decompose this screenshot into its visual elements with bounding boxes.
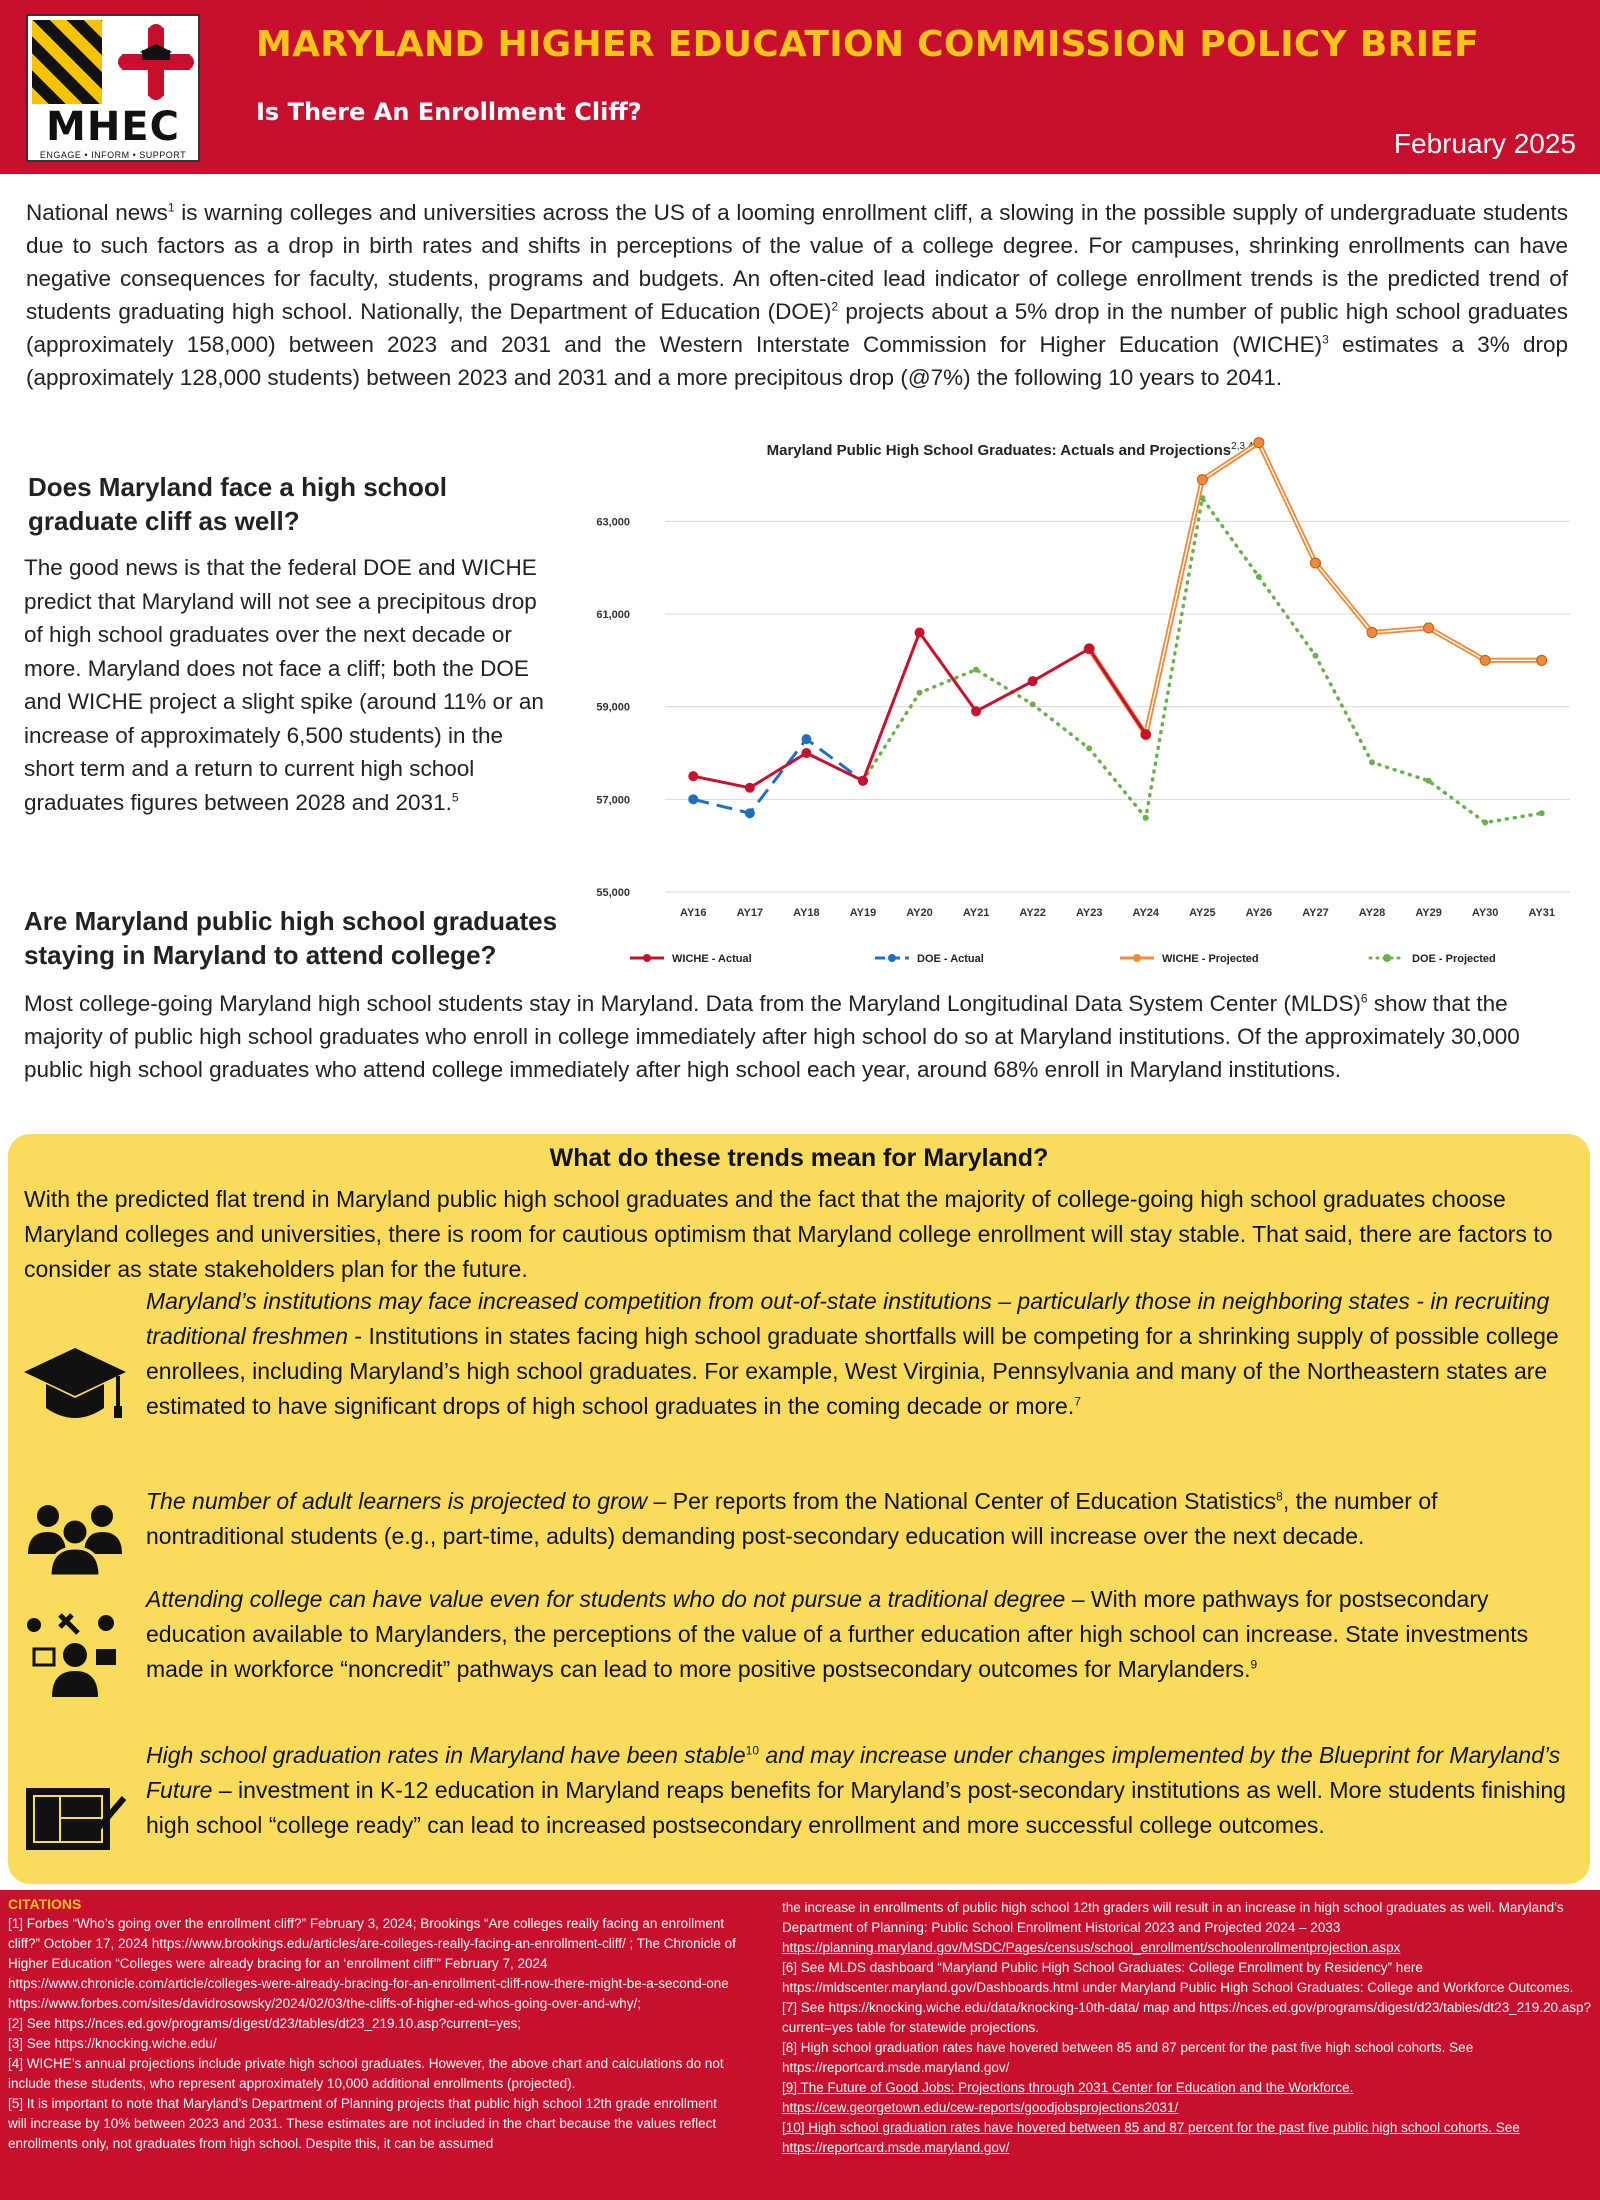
brief-title: MARYLAND HIGHER EDUCATION COMMISSION POLICY BRIEF — [256, 24, 1480, 65]
data-point — [1086, 745, 1092, 751]
cliff-body-text: The good news is that the federal DOE and WICHE predict that Maryland will not see a precipitous drop of high school graduates over the next decade or more. Maryland does not face a cliff; both the DOE and WICHE project a slight spike (around 11% or an increase of approximately 6,500 students) in the short term and a return to current high school graduates figures between 2028 and 2031. — [24, 555, 544, 815]
citation-entry: [2] See https://nces.ed.gov/programs/digest/d23/tables/dt23_219.10.asp?current=yes; — [8, 2016, 521, 2031]
x-tick-label: AY24 — [1132, 907, 1160, 919]
trend-body: - Institutions in states facing high school graduate shortfalls will be competing for a shrinking supply of possible college enrollees, including Maryland’s high school graduates. For example, West Virginia, Pennsylvania and many of the Northeastern states are estimated to have significant drops of high school graduates in the coming decade or more. — [146, 1323, 1559, 1419]
x-tick-label: AY17 — [736, 907, 764, 919]
data-point — [1482, 820, 1488, 826]
trend-body-2: , the number of nontraditional students (e.g., part-time, adults) demanding post-secondary education will increase over the next decade. — [146, 1488, 1438, 1549]
citation-entry: [6] See MLDS dashboard “Maryland Public High School Graduates: College Enrollment by Residency” here https://mldscenter.maryland.gov/Dashboards.html under Maryland Public High School Graduates: College and Workforce Outcomes. — [782, 1960, 1574, 1995]
intro-text-4: estimates a 3% drop (approximately 128,000 students) between 2023 and 2031 and a more precipitous drop (@7%) the following 10 years to 2041. — [26, 332, 1568, 390]
series-line — [693, 633, 1146, 788]
x-tick-label: AY25 — [1189, 907, 1216, 919]
citation-entry: [5] It is important to note that Maryland’s Department of Planning projects that public high school 12th grade enrollment will increase by 10% between 2023 and 2031. These estimates are not included in the chart because the values reflect enrollments only, not graduates from high school. Despite this, it can be assumed — [8, 2096, 717, 2151]
legend-label: DOE - Projected — [1412, 953, 1496, 965]
citation-entry: [3] See https://knocking.wiche.edu/ — [8, 2036, 217, 2051]
chart-title: Maryland Public High School Graduates: Actuals and Projections$^{2,3,4}$ — [766, 441, 1254, 459]
x-tick-label: AY27 — [1302, 907, 1329, 919]
x-tick-label: AY18 — [793, 907, 820, 919]
data-point — [1367, 628, 1377, 638]
citation-link[interactable]: https://cew.georgetown.edu/cew-reports/goodjobsprojections2031/ — [782, 2100, 1179, 2115]
data-point — [973, 667, 979, 673]
data-point — [689, 772, 698, 781]
footnote-ref-8: 8 — [1276, 1489, 1283, 1504]
data-point — [1426, 778, 1432, 784]
staying-body-text-2: show that the majority of public high school graduates who enroll in college immediately after high school do so at Maryland institutions. Of the approximately 30,000 public high school graduates who attend college immediately after high school each year, around 68% enroll in Maryland institutions. — [24, 991, 1520, 1082]
series-line — [863, 498, 1542, 822]
blueprint-icon — [20, 1768, 130, 1868]
trend-item-text — [146, 1484, 1566, 1554]
y-tick-label: 59,000 — [596, 701, 630, 714]
data-point — [1085, 644, 1094, 653]
legend-label: WICHE - Projected — [1162, 953, 1259, 965]
chart-series — [689, 438, 1547, 826]
x-tick-label: AY19 — [849, 907, 877, 919]
data-point — [915, 628, 924, 637]
footnote-ref-1: 1 — [167, 200, 175, 215]
x-tick-label: AY21 — [962, 907, 990, 919]
section-body-cliff — [24, 551, 544, 819]
data-point — [1312, 653, 1318, 659]
y-tick-label: 61,000 — [596, 609, 630, 621]
chart-gridlines — [665, 521, 1570, 892]
trends-intro: With the predicted flat trend in Maryland public high school graduates and the fact that the majority of college-going high school graduates choose Maryland colleges and universities, there is room for cautious optimism that Maryland college enrollment will stay stable. That said, there are factors to consider as state stakeholders plan for the future. — [24, 1186, 1553, 1282]
data-point — [972, 707, 981, 716]
intro-text-2: is warning colleges and universities across the US of a looming enrollment cliff, a slowing in the possible supply of undergraduate students due to such factors as a drop in birth rates and shifts in perceptions of the value of a college degree. For campuses, shrinking enrollments can have negative consequences for faculty, students, programs and budgets. An often-cited lead indicator of college enrollment trends is the predicted trend of students graduating high school. Nationally, the Department of Education (DOE) — [26, 200, 1568, 324]
footnote-ref-5: 5 — [451, 790, 459, 804]
data-point — [802, 735, 811, 744]
x-tick-label: AY23 — [1075, 907, 1103, 919]
graduates-line-chart — [560, 430, 1580, 980]
data-point — [745, 809, 754, 818]
brief-date: February 2025 — [1393, 128, 1576, 159]
legend-marker — [1383, 954, 1391, 962]
data-point — [1197, 475, 1207, 485]
intro-text-1: National news — [26, 200, 168, 225]
trend-lead: The number of adult learners is projected to grow — [146, 1488, 648, 1514]
data-point — [1480, 655, 1490, 665]
trends-callout-box — [8, 1134, 1590, 1884]
footnote-ref-2: 2 — [831, 299, 839, 314]
trend-body: – investment in K-12 education in Maryland reaps benefits for Maryland’s post-secondary institutions as well. More students finishing high school “college ready” can lead to increased postsecondary enrollment and more successful college outcomes. — [146, 1777, 1566, 1838]
data-point — [1254, 438, 1264, 448]
footnote-ref-7: 7 — [1074, 1394, 1081, 1409]
trend-item-text — [146, 1582, 1566, 1687]
section-body-staying — [24, 987, 1574, 1086]
trend-item-text — [146, 1738, 1566, 1843]
chart-x-axis — [680, 907, 1555, 919]
footnote-ref-9: 9 — [1250, 1657, 1258, 1672]
legend-marker — [888, 954, 896, 962]
mhec-logo — [26, 14, 200, 162]
cross-bottony-icon — [118, 24, 194, 100]
x-tick-label: AY26 — [1245, 907, 1273, 919]
logo-wordmark: MHEC — [46, 104, 180, 150]
citations-left-column — [8, 1914, 738, 2154]
trends-heading: What do these trends mean for Maryland? — [549, 1144, 1049, 1172]
data-point — [1424, 623, 1434, 633]
trend-lead-2: and may increase under changes implemented by the Blueprint for Maryland’s Future — [146, 1742, 1561, 1803]
worker-tools-icon — [20, 1604, 130, 1704]
data-point — [1537, 655, 1547, 665]
data-point — [1539, 810, 1545, 816]
trend-body: – With more pathways for postsecondary education available to Marylanders, the perceptions of the value of a further education after high school can increase. State investments made in workforce “noncredit” pathways can lead to more positive postsecondary outcomes for Marylanders. — [146, 1586, 1529, 1682]
legend-marker — [643, 954, 651, 962]
data-point — [917, 690, 923, 696]
data-point — [1143, 815, 1149, 821]
intro-paragraph — [26, 196, 1568, 394]
staying-body-text-1: Most college-going Maryland high school students stay in Maryland. Data from the Maryland Longitudinal Data System Center (MLDS) — [24, 991, 1361, 1016]
legend-label: DOE - Actual — [917, 953, 984, 965]
data-point — [1256, 574, 1262, 580]
x-tick-label: AY28 — [1358, 907, 1386, 919]
intro-text-3: projects about a 5% drop in the number of public high school graduates (approximately 158,000) between 2023 and 2031 and the Western Interstate Commission for Higher Education (WICHE) — [26, 299, 1568, 357]
data-point — [1141, 730, 1150, 739]
citation-entry: [1] Forbes “Who’s going over the enrollment cliff?” February 3, 2024; Brookings “Are colleges really facing an enrollment cliff?” October 17, 2024 https://www.brookings.edu/articles/are-colleges-really-facing-an-enrollment-cliff/ ; The Chronicle of Higher Education “Colleges were already bracing for an ‘enrollment cliff’” February 7, 2024 https://www.chronicle.com/article/colleges-were-already-bracing-for-an-enrollment-cliff-now-there-might-be-a-second-one https://www.forbes.com/sites/davidrosowsky/2024/02/03/the-cliffs-of-higher-ed-whos-going-over-and-why/; — [8, 1916, 736, 2011]
trend-lead: Attending college can have value even for students who do not pursue a traditional degree — [146, 1586, 1066, 1612]
citation-link[interactable]: [9] The Future of Good Jobs: Projections through 2031 Center for Education and the Workforce. — [782, 2080, 1354, 2095]
data-point — [1030, 701, 1036, 707]
x-tick-label: AY30 — [1471, 907, 1499, 919]
x-tick-label: AY29 — [1415, 907, 1442, 919]
data-point — [689, 795, 698, 804]
data-point — [858, 776, 867, 785]
series-line — [693, 739, 863, 813]
trend-item-text — [146, 1284, 1566, 1424]
x-tick-label: AY31 — [1528, 907, 1555, 919]
citation-link[interactable]: https://planning.maryland.gov/MSDC/Pages/census/school_enrollment/schoolenrollmentprojection.aspx — [782, 1940, 1401, 1955]
citation-entry: [4] WICHE’s annual projections include private high school graduates. However, the above chart and calculations do not include these students, who represent approximately 10,000 additional enrollments (projected). — [8, 2056, 724, 2091]
trend-body: – Per reports from the National Center of Education Statistics — [647, 1488, 1277, 1514]
citation-entry: the increase in enrollments of public high school 12th graders will result in an increase in high school graduates as well. Maryland’s Department of Planning: Public School Enrollment Historical 2023 and Projected 2024 – 2033 — [782, 1900, 1564, 1935]
data-point — [1028, 677, 1037, 686]
graduation-cap-icon — [20, 1342, 130, 1442]
data-point — [1310, 558, 1320, 568]
trend-lead: Maryland’s institutions may face increased competition from out-of-state institutions – particularly those in neighboring states - in recruiting traditional freshmen — [146, 1288, 1550, 1349]
x-tick-label: AY16 — [680, 907, 707, 919]
citation-link[interactable]: [10] High school graduation rates have hovered between 85 and 87 percent for the past five public high school cohorts. See https://reportcard.msde.maryland.gov/ — [782, 2120, 1520, 2155]
y-tick-label: 55,000 — [596, 887, 630, 899]
header-banner — [0, 0, 1600, 174]
footnote-ref-3: 3 — [1322, 332, 1329, 347]
x-tick-label: AY22 — [1019, 907, 1046, 919]
chart-y-axis — [596, 516, 630, 899]
footnote-ref-6: 6 — [1360, 991, 1368, 1006]
legend-marker — [1133, 954, 1141, 962]
y-tick-label: 57,000 — [596, 794, 630, 807]
citations-footer — [0, 1890, 1600, 2200]
legend-label: WICHE - Actual — [672, 953, 752, 965]
maryland-flag-icon — [32, 20, 102, 104]
citation-entry: [8] High school graduation rates have hovered between 85 and 87 percent for the past five high school cohorts. See https://reportcard.msde.maryland.gov/ — [782, 2040, 1474, 2075]
y-tick-label: 63,000 — [596, 516, 630, 529]
citation-entry: [7] See https://knocking.wiche.edu/data/knocking-10th-data/ map and https://nces.ed.gov/programs/digest/d23/tables/dt23_219.20.asp?current=yes table for statewide projections. — [782, 2000, 1592, 2035]
data-point — [1369, 759, 1375, 765]
chart-legend — [630, 953, 1496, 965]
data-point — [802, 749, 811, 758]
logo-tagline: ENGAGE • INFORM • SUPPORT — [39, 150, 187, 160]
data-point — [745, 783, 754, 792]
citations-right-column — [782, 1898, 1594, 2158]
footnote-ref-10: 10 — [745, 1743, 760, 1758]
people-group-icon — [20, 1488, 130, 1588]
trend-lead: High school graduation rates in Maryland have been stable — [146, 1742, 746, 1768]
section-heading-cliff: Does Maryland face a high school graduate cliff as well? — [28, 472, 447, 536]
brief-subtitle: Is There An Enrollment Cliff? — [256, 98, 642, 126]
citations-heading: CITATIONS — [8, 1896, 82, 1912]
x-tick-label: AY20 — [906, 907, 933, 919]
section-heading-staying: Are Maryland public high school graduates staying in Maryland to attend college? — [24, 906, 558, 970]
series-line-wiche-projected — [1089, 443, 1542, 735]
